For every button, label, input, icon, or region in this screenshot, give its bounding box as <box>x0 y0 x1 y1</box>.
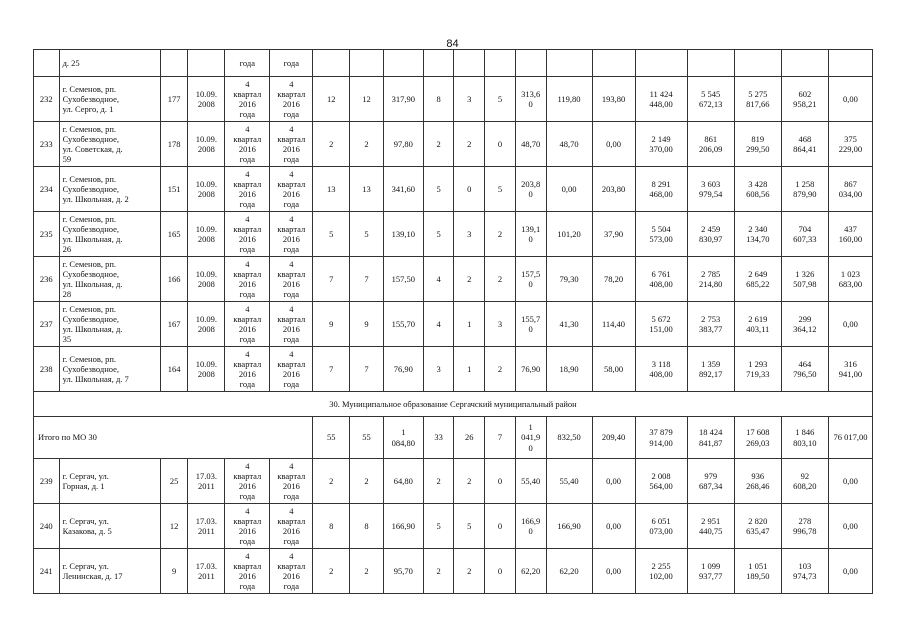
cell-sum-1: 3 603 979,54 <box>687 167 734 212</box>
cell-sum-3: 103 974,73 <box>781 549 828 594</box>
cell-area-b: 0,00 <box>592 122 635 167</box>
cell-count-1: 55 <box>313 417 350 459</box>
table-row <box>34 459 873 504</box>
cell-quarter-1: 4 квартал 2016 года <box>225 122 270 167</box>
cell-sum-2: 936 268,46 <box>734 459 781 504</box>
cell-count-2: 12 <box>350 77 384 122</box>
cell-sum-1: 5 545 672,13 <box>687 77 734 122</box>
cell-area-total: 48,70 <box>515 122 546 167</box>
cell-sum-2: 3 428 608,56 <box>734 167 781 212</box>
cell-area: 97,80 <box>383 122 423 167</box>
cell-area-a: 119,80 <box>546 77 592 122</box>
cell-count-1: 9 <box>313 302 350 347</box>
cell-area-total: 1 041,9 0 <box>515 417 546 459</box>
cell-sum-4: 316 941,00 <box>828 347 872 392</box>
cell-area: 139,10 <box>383 212 423 257</box>
cell-people-total: 5 <box>423 504 454 549</box>
cell-count-1: 7 <box>313 257 350 302</box>
cell-count-2: 13 <box>350 167 384 212</box>
cell-count-2: 2 <box>350 549 384 594</box>
cell-quarter-2: 4 квартал 2016 года <box>270 549 313 594</box>
cell-sum-4: 0,00 <box>828 459 872 504</box>
cell-people-a: 1 <box>454 302 485 347</box>
cell-sum-3: 468 864,41 <box>781 122 828 167</box>
table-row <box>34 504 873 549</box>
cell-people-a: 2 <box>454 257 485 302</box>
cell-sum-total: 37 879 914,00 <box>635 417 687 459</box>
cell-people-a: 5 <box>454 504 485 549</box>
cell-sum-2: 2 820 635,47 <box>734 504 781 549</box>
cell-people-total: 4 <box>423 302 454 347</box>
cell-people-total: 8 <box>423 77 454 122</box>
cell-sum-2: 819 299,50 <box>734 122 781 167</box>
cell-people-b: 2 <box>485 212 516 257</box>
cell-sum-1: 979 687,34 <box>687 459 734 504</box>
cell-people-b: 0 <box>485 459 516 504</box>
cell-quarter-1: 4 квартал 2016 года <box>225 167 270 212</box>
cell-count-1: 2 <box>313 549 350 594</box>
table-row <box>34 347 873 392</box>
cell-date: 10.09. 2008 <box>188 257 225 302</box>
cell-address: г. Семенов, рп. Сухобезводное, ул. Школьная, д. 35 <box>59 302 160 347</box>
cell-empty <box>160 50 188 77</box>
cell-address: г. Семенов, рп. Сухобезводное, ул. Советская, д. 59 <box>59 122 160 167</box>
cell-people-b: 7 <box>485 417 516 459</box>
cell-quarter-2: 4 квартал 2016 года <box>270 257 313 302</box>
cell-area-total: 55,40 <box>515 459 546 504</box>
table-row-partial <box>34 50 873 77</box>
cell-sum-4: 0,00 <box>828 549 872 594</box>
cell-area-a: 55,40 <box>546 459 592 504</box>
cell-count-2: 7 <box>350 347 384 392</box>
cell-area-a: 79,30 <box>546 257 592 302</box>
cell-people-total: 5 <box>423 212 454 257</box>
cell-empty <box>515 50 546 77</box>
cell-quarter-2: 4 квартал 2016 года <box>270 459 313 504</box>
cell-sum-3: 602 958,21 <box>781 77 828 122</box>
cell-date: 10.09. 2008 <box>188 122 225 167</box>
cell-sum-4: 437 160,00 <box>828 212 872 257</box>
cell-sum-4: 0,00 <box>828 77 872 122</box>
cell-count-1: 13 <box>313 167 350 212</box>
cell-date: 10.09. 2008 <box>188 77 225 122</box>
cell-date: 17.03. 2011 <box>188 459 225 504</box>
cell-quarter-2: 4 квартал 2016 года <box>270 347 313 392</box>
cell-people-b: 5 <box>485 77 516 122</box>
total-label: Итого по МО 30 <box>34 417 313 459</box>
cell-address: г. Семенов, рп. Сухобезводное, ул. Школьная, д. 2 <box>59 167 160 212</box>
cell-sum-total: 6 051 073,00 <box>635 504 687 549</box>
cell-empty <box>546 50 592 77</box>
cell-people-a: 2 <box>454 122 485 167</box>
cell-area-total: 166,9 0 <box>515 504 546 549</box>
cell-people-b: 0 <box>485 504 516 549</box>
cell-people-total: 3 <box>423 347 454 392</box>
cell-area-a: 41,30 <box>546 302 592 347</box>
cell-empty <box>635 50 687 77</box>
cell-date: 17.03. 2011 <box>188 504 225 549</box>
cell-sum-4: 0,00 <box>828 504 872 549</box>
cell-number: 235 <box>34 212 60 257</box>
cell-address: г. Семенов, рп. Сухобезводное, ул. Школьная, д. 26 <box>59 212 160 257</box>
register-table-body <box>34 50 873 594</box>
cell-people-b: 5 <box>485 167 516 212</box>
cell-empty <box>781 50 828 77</box>
register-table <box>33 49 873 594</box>
cell-empty <box>828 50 872 77</box>
cell-id: 9 <box>160 549 188 594</box>
cell-sum-total: 5 504 573,00 <box>635 212 687 257</box>
cell-address: д. 25 <box>59 50 160 77</box>
cell-sum-4: 375 229,00 <box>828 122 872 167</box>
cell-area-b: 0,00 <box>592 504 635 549</box>
cell-area-total: 155,7 0 <box>515 302 546 347</box>
cell-sum-total: 6 761 408,00 <box>635 257 687 302</box>
cell-empty <box>313 50 350 77</box>
cell-area-a: 101,20 <box>546 212 592 257</box>
cell-quarter-1: 4 квартал 2016 года <box>225 347 270 392</box>
cell-number: 238 <box>34 347 60 392</box>
cell-area-total: 139,1 0 <box>515 212 546 257</box>
cell-quarter-2: 4 квартал 2016 года <box>270 504 313 549</box>
cell-number: 237 <box>34 302 60 347</box>
cell-area-b: 0,00 <box>592 459 635 504</box>
cell-sum-1: 861 206,09 <box>687 122 734 167</box>
cell-id: 12 <box>160 504 188 549</box>
cell-sum-4: 0,00 <box>828 302 872 347</box>
cell-area: 95,70 <box>383 549 423 594</box>
cell-people-a: 3 <box>454 77 485 122</box>
cell-empty <box>454 50 485 77</box>
cell-number: 241 <box>34 549 60 594</box>
cell-address: г. Семенов, рп. Сухобезводное, ул. Школьная, д. 7 <box>59 347 160 392</box>
cell-count-2: 55 <box>350 417 384 459</box>
cell-quarter-2: 4 квартал 2016 года <box>270 122 313 167</box>
cell-count-2: 2 <box>350 459 384 504</box>
cell-number: 233 <box>34 122 60 167</box>
cell-people-b: 2 <box>485 257 516 302</box>
cell-id: 151 <box>160 167 188 212</box>
cell-area-b: 37,90 <box>592 212 635 257</box>
table-row <box>34 549 873 594</box>
cell-sum-total: 2 149 370,00 <box>635 122 687 167</box>
cell-number: 240 <box>34 504 60 549</box>
cell-people-a: 0 <box>454 167 485 212</box>
cell-people-b: 3 <box>485 302 516 347</box>
table-row <box>34 122 873 167</box>
cell-sum-4: 867 034,00 <box>828 167 872 212</box>
cell-number: 236 <box>34 257 60 302</box>
cell-sum-1: 1 099 937,77 <box>687 549 734 594</box>
cell-people-a: 2 <box>454 549 485 594</box>
cell-sum-total: 3 118 408,00 <box>635 347 687 392</box>
cell-sum-4: 1 023 683,00 <box>828 257 872 302</box>
cell-people-b: 2 <box>485 347 516 392</box>
cell-date: 10.09. 2008 <box>188 302 225 347</box>
cell-empty <box>188 50 225 77</box>
cell-area: 317,90 <box>383 77 423 122</box>
cell-area: 64,80 <box>383 459 423 504</box>
cell-quarter-2: года <box>270 50 313 77</box>
cell-count-2: 9 <box>350 302 384 347</box>
cell-area: 155,70 <box>383 302 423 347</box>
total-row <box>34 417 873 459</box>
cell-people-a: 2 <box>454 459 485 504</box>
cell-people-total: 5 <box>423 167 454 212</box>
cell-people-b: 0 <box>485 122 516 167</box>
table-row <box>34 302 873 347</box>
cell-count-1: 7 <box>313 347 350 392</box>
cell-sum-total: 11 424 448,00 <box>635 77 687 122</box>
cell-area-b: 203,80 <box>592 167 635 212</box>
cell-area-total: 157,5 0 <box>515 257 546 302</box>
cell-id: 178 <box>160 122 188 167</box>
table-row <box>34 77 873 122</box>
cell-sum-1: 1 359 892,17 <box>687 347 734 392</box>
cell-count-2: 5 <box>350 212 384 257</box>
cell-sum-2: 5 275 817,66 <box>734 77 781 122</box>
cell-empty <box>734 50 781 77</box>
cell-number: 232 <box>34 77 60 122</box>
cell-sum-2: 17 608 269,03 <box>734 417 781 459</box>
cell-area-total: 313,6 0 <box>515 77 546 122</box>
cell-sum-total: 8 291 468,00 <box>635 167 687 212</box>
cell-area: 166,90 <box>383 504 423 549</box>
cell-address: г. Семенов, рп. Сухобезводное, ул. Школьная, д. 28 <box>59 257 160 302</box>
cell-sum-total: 5 672 151,00 <box>635 302 687 347</box>
section-title: 30. Муниципальное образование Сергачский муниципальный район <box>34 392 873 417</box>
page-number: 84 <box>446 38 459 50</box>
cell-people-total: 4 <box>423 257 454 302</box>
cell-quarter-1: 4 квартал 2016 года <box>225 549 270 594</box>
cell-id: 177 <box>160 77 188 122</box>
table-row <box>34 212 873 257</box>
cell-sum-3: 464 796,50 <box>781 347 828 392</box>
cell-people-a: 1 <box>454 347 485 392</box>
cell-area-b: 78,20 <box>592 257 635 302</box>
cell-sum-1: 2 785 214,80 <box>687 257 734 302</box>
cell-area-total: 76,90 <box>515 347 546 392</box>
cell-area-a: 18,90 <box>546 347 592 392</box>
cell-people-total: 2 <box>423 549 454 594</box>
cell-area-b: 209,40 <box>592 417 635 459</box>
cell-id: 165 <box>160 212 188 257</box>
cell-sum-2: 2 340 134,70 <box>734 212 781 257</box>
cell-sum-2: 2 619 403,11 <box>734 302 781 347</box>
cell-sum-3: 1 846 803,10 <box>781 417 828 459</box>
cell-sum-2: 1 293 719,33 <box>734 347 781 392</box>
cell-number: 234 <box>34 167 60 212</box>
cell-people-b: 0 <box>485 549 516 594</box>
cell-area-b: 114,40 <box>592 302 635 347</box>
cell-sum-2: 1 051 189,50 <box>734 549 781 594</box>
cell-area-a: 62,20 <box>546 549 592 594</box>
cell-quarter-2: 4 квартал 2016 года <box>270 167 313 212</box>
cell-date: 17.03. 2011 <box>188 549 225 594</box>
cell-quarter-2: 4 квартал 2016 года <box>270 77 313 122</box>
cell-area-b: 58,00 <box>592 347 635 392</box>
cell-count-1: 12 <box>313 77 350 122</box>
cell-id: 167 <box>160 302 188 347</box>
cell-area-a: 48,70 <box>546 122 592 167</box>
cell-number <box>34 50 60 77</box>
cell-count-2: 2 <box>350 122 384 167</box>
cell-sum-1: 2 951 440,75 <box>687 504 734 549</box>
cell-count-1: 2 <box>313 122 350 167</box>
cell-sum-3: 92 608,20 <box>781 459 828 504</box>
cell-count-2: 7 <box>350 257 384 302</box>
cell-sum-1: 2 459 830,97 <box>687 212 734 257</box>
cell-quarter-1: 4 квартал 2016 года <box>225 459 270 504</box>
cell-empty <box>350 50 384 77</box>
cell-empty <box>383 50 423 77</box>
table-row <box>34 257 873 302</box>
cell-number: 239 <box>34 459 60 504</box>
cell-address: г. Сергач, ул. Горная, д. 1 <box>59 459 160 504</box>
cell-sum-2: 2 649 685,22 <box>734 257 781 302</box>
cell-quarter-1: 4 квартал 2016 года <box>225 257 270 302</box>
cell-area-a: 0,00 <box>546 167 592 212</box>
cell-id: 25 <box>160 459 188 504</box>
cell-quarter-1: 4 квартал 2016 года <box>225 504 270 549</box>
cell-quarter-2: 4 квартал 2016 года <box>270 212 313 257</box>
cell-address: г. Сергач, ул. Ленинская, д. 17 <box>59 549 160 594</box>
cell-area-b: 193,80 <box>592 77 635 122</box>
cell-sum-3: 299 364,12 <box>781 302 828 347</box>
cell-area-a: 166,90 <box>546 504 592 549</box>
cell-quarter-1: года <box>225 50 270 77</box>
cell-sum-3: 704 607,33 <box>781 212 828 257</box>
cell-address: г. Семенов, рп. Сухобезводное, ул. Серго, д. 1 <box>59 77 160 122</box>
table-row <box>34 167 873 212</box>
cell-sum-3: 1 258 879,90 <box>781 167 828 212</box>
cell-id: 166 <box>160 257 188 302</box>
cell-count-1: 2 <box>313 459 350 504</box>
cell-people-total: 33 <box>423 417 454 459</box>
cell-empty <box>687 50 734 77</box>
cell-area-total: 62,20 <box>515 549 546 594</box>
cell-sum-3: 278 996,78 <box>781 504 828 549</box>
cell-quarter-1: 4 квартал 2016 года <box>225 212 270 257</box>
cell-date: 10.09. 2008 <box>188 347 225 392</box>
cell-area-a: 832,50 <box>546 417 592 459</box>
cell-address: г. Сергач, ул. Казакова, д. 5 <box>59 504 160 549</box>
cell-people-a: 26 <box>454 417 485 459</box>
cell-area: 341,60 <box>383 167 423 212</box>
cell-sum-total: 2 255 102,00 <box>635 549 687 594</box>
cell-sum-4: 76 017,00 <box>828 417 872 459</box>
cell-id: 164 <box>160 347 188 392</box>
cell-date: 10.09. 2008 <box>188 212 225 257</box>
section-row <box>34 392 873 417</box>
cell-quarter-1: 4 квартал 2016 года <box>225 77 270 122</box>
cell-sum-3: 1 326 507,98 <box>781 257 828 302</box>
cell-people-total: 2 <box>423 122 454 167</box>
cell-area: 157,50 <box>383 257 423 302</box>
cell-date: 10.09. 2008 <box>188 167 225 212</box>
cell-area: 76,90 <box>383 347 423 392</box>
cell-empty <box>423 50 454 77</box>
cell-people-a: 3 <box>454 212 485 257</box>
cell-sum-total: 2 008 564,00 <box>635 459 687 504</box>
cell-people-total: 2 <box>423 459 454 504</box>
cell-sum-1: 2 753 383,77 <box>687 302 734 347</box>
cell-empty <box>592 50 635 77</box>
cell-sum-1: 18 424 841,87 <box>687 417 734 459</box>
cell-count-1: 5 <box>313 212 350 257</box>
cell-count-1: 8 <box>313 504 350 549</box>
cell-quarter-1: 4 квартал 2016 года <box>225 302 270 347</box>
cell-empty <box>485 50 516 77</box>
cell-area-total: 203,8 0 <box>515 167 546 212</box>
cell-quarter-2: 4 квартал 2016 года <box>270 302 313 347</box>
cell-area: 1 084,80 <box>383 417 423 459</box>
cell-count-2: 8 <box>350 504 384 549</box>
cell-area-b: 0,00 <box>592 549 635 594</box>
